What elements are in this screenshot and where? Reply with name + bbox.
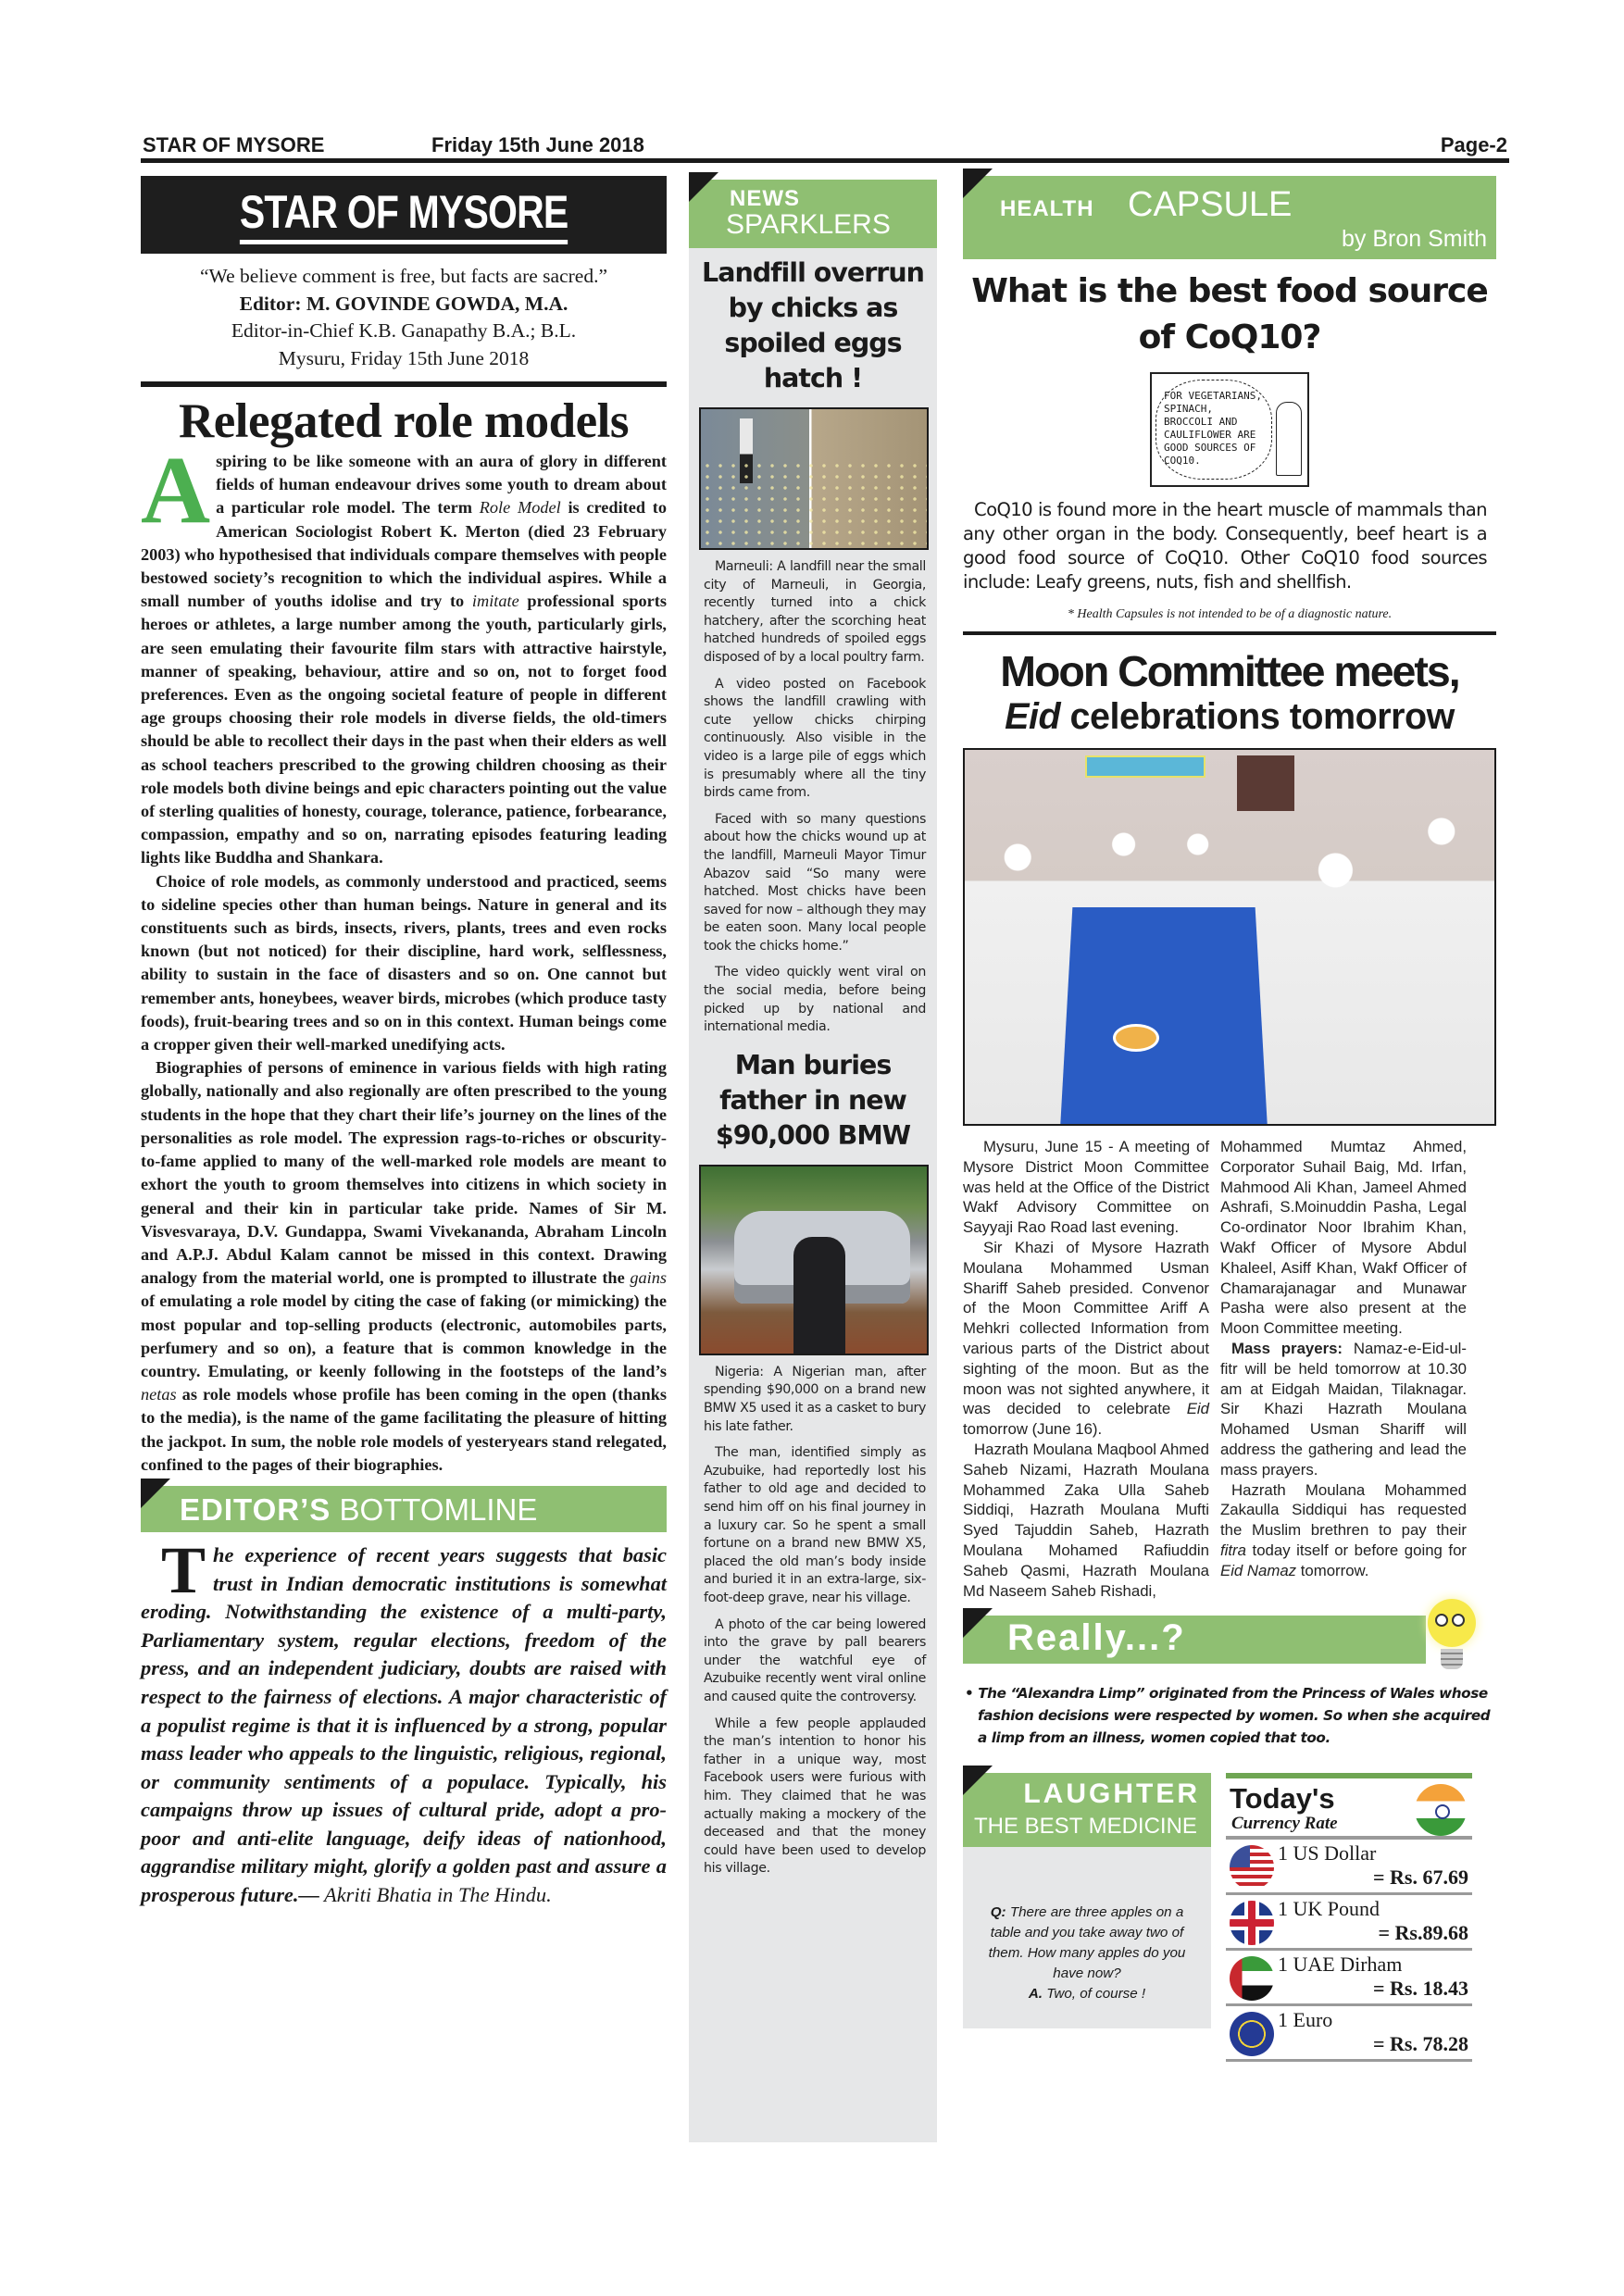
banner-light-text: THE BEST MEDICINE bbox=[974, 1814, 1197, 1840]
story-paragraph: Mysuru, June 15 - A meeting of Mysore District Moon Committee was held at the Office of the District Wakf Advisory Committee on Sayyaji Rao Road last evening. bbox=[963, 1138, 1209, 1237]
banner-light-text: CAPSULE bbox=[1128, 185, 1293, 224]
bmw-burial-photo bbox=[699, 1165, 929, 1355]
news-sparklers-banner bbox=[689, 180, 937, 248]
landfill-headline: Landfill overrun by chicks as spoiled eggs hatch ! bbox=[702, 257, 924, 393]
joke-text: Q: There are three apples on a table and you take away two of them. How many apples do you have now? A. Two, of course ! bbox=[988, 1904, 1186, 2003]
story-paragraph: A photo of the car being lowered into the grave by pall bearers under the watchful eye of Azubuike recently went viral online and caused quite the controversy. bbox=[704, 1616, 926, 1704]
laughter-banner bbox=[963, 1773, 1211, 1847]
india-flag-icon bbox=[1415, 1784, 1467, 1836]
divider bbox=[963, 631, 1496, 635]
folio-page-number: Page-2 bbox=[1440, 133, 1507, 156]
banner-bold-text: EDITOR’S bbox=[180, 1491, 331, 1527]
editorial-paragraph: Aspiring to be like someone with an aura of glory in different fields of human endeavour drives some youth to dream about a particular role model. The term Role Model is credited to American Sociologist Robert K. Merton (died 23 February 2003) who hypothesised that individuals compare themselves with people bestowed society’s recognition to which the individual aspires. While a small number of youths idolise and try to imitate professional sports heroes or athletes, a large number among the youth, particularly girls, are seen emulating their favourite film stars with attractive hairstyle, manner of speaking, behaviour, attire and so on, not to forget food preferences. Even as the ongoing societal feature of people in different age groups choosing their role models in diverse fields, the old-timers should be able to recollect their days in the past when their elders as well as school teachers prescribed to the growing children choosing as their role models both divine beings and epic characters pointing out the value of sterling qualities of honesty, courage, tolerance, patience, forbearance, compassion, empathy and so on, narrating episodes featuring leading lights like Buddha and Shankara. bbox=[141, 437, 668, 867]
corner-triangle-icon bbox=[963, 1608, 993, 1638]
masthead bbox=[141, 176, 667, 254]
story-paragraph: Mohammed Mumtaz Ahmed, Corporator Suhail Baig, Md. Irfan, Mahmood Ali Khan, Jameel Ahmed Ashrafi, S.Moinuddin Pasha, Legal Co-ordinator Noor Ibrahim Khan, Wakf Officer of Mysore Abdul Khaleel, Asiff Khan, Wakf Officer of Chamarajanagar and Munawar Pasha were also present at the Moon Committee meeting. bbox=[1220, 1138, 1467, 1338]
currency-row: 1 UK Pound = Rs.89.68 bbox=[1226, 1895, 1472, 1951]
editor-in-chief-line: Editor-in-Chief K.B. Ganapathy B.A.; B.L. bbox=[231, 319, 577, 342]
currency-header bbox=[1226, 1778, 1472, 1840]
corner-triangle-icon bbox=[963, 1766, 993, 1795]
moon-subheadline: Eid celebrations tomorrow bbox=[1005, 696, 1455, 737]
banner-bold-text: NEWS bbox=[730, 186, 800, 211]
story-paragraph: Mass prayers: Namaz-e-Eid-ul-fitr will be held tomorrow at 10.30 am at Eidgah Maidan, Tilaknagar. Sir Khazi Hazrath Moulana Mohamed Usman Shariff will address the gathering and lead the mass prayers. bbox=[1220, 1339, 1467, 1479]
folio-date: Friday 15th June 2018 bbox=[431, 133, 644, 156]
really-fact: • The “Alexandra Limp” originated from the Princess of Wales whose fashion decisions were respected by women. So when she acquired a limp from an illness, women copied that too. bbox=[965, 1685, 1491, 1747]
lightbulb-mascot-icon bbox=[1420, 1599, 1485, 1677]
dateline: Mysuru, Friday 15th June 2018 bbox=[278, 346, 530, 369]
cartoon-speech-bubble: FOR VEGETARIANS, SPINACH, BROCCOLI AND CAULIFLOWER ARE GOOD SOURCES OF COQ10. bbox=[1156, 380, 1272, 480]
moon-committee-meeting-photo bbox=[963, 748, 1496, 1126]
banner-light-text: BOTTOMLINE bbox=[339, 1491, 538, 1527]
laughter-box bbox=[963, 1773, 1211, 2028]
story-paragraph: A video posted on Facebook shows the landfill crawling with cute yellow chicks chirping continuously. Also visible in the video is a large pile of eggs which is presumably where all the tiny birds came from. bbox=[704, 676, 926, 801]
bottom-row bbox=[963, 1773, 1496, 2062]
masthead-title: STAR OF MYSORE bbox=[240, 186, 568, 244]
banner-light-text: SPARKLERS bbox=[726, 209, 891, 240]
bottomline-credit: Akriti Bhatia in The Hindu. bbox=[319, 1883, 552, 1907]
health-headline: What is the best food source of CoQ10? bbox=[971, 272, 1488, 356]
health-body: CoQ10 is found more in the heart muscle of mammals than any other organ in the body. Consequently, beef heart is a good food source of CoQ10. Other CoQ10 food sources include: Leafy greens, nuts, fish and shellfish. bbox=[963, 499, 1487, 593]
dropcap: A bbox=[141, 437, 211, 543]
banner-bold-text: HEALTH bbox=[1000, 196, 1094, 221]
currency-row: 1 US Dollar = Rs. 67.69 bbox=[1226, 1840, 1472, 1895]
editorial-headline: Relegated role models bbox=[178, 394, 629, 448]
cartoon-figure-icon bbox=[1276, 402, 1302, 476]
really-banner bbox=[963, 1616, 1426, 1664]
cartoon-illustration bbox=[1150, 372, 1309, 487]
byline: by Bron Smith bbox=[1341, 226, 1487, 252]
story-paragraph: Faced with so many questions about how the chicks wound up at the landfill, Marneuli Mayor Timur Abazov said “So many were hatched. Most chicks have been saved for now – although they may be eaten soon. Many local people took the chicks home.” bbox=[704, 811, 926, 954]
story-paragraph: Sir Khazi of Mysore Hazrath Moulana Mohammed Usman Shariff Saheb presided. Convenor of the Moon Committee Ariff A Mehkri collected Information from various parts of the District about sighting of the moon. But as the moon was not sighted anywhere, it was decided to celebrate Eid tomorrow (June 16). bbox=[963, 1238, 1209, 1439]
corner-triangle-icon bbox=[689, 172, 718, 202]
corner-triangle-icon bbox=[141, 1479, 170, 1508]
right-column bbox=[963, 176, 1496, 2062]
eu-flag-icon bbox=[1230, 2012, 1274, 2056]
story-paragraph: Marneuli: A landfill near the small city of Marneuli, in Georgia, recently turned into a chick hatchery, after the scorching heat hatched hundreds of spoiled eggs disposed of by a local poultry farm. bbox=[704, 559, 926, 665]
folio-paper-name: STAR OF MYSORE bbox=[143, 133, 325, 156]
currency-rate-box bbox=[1226, 1773, 1472, 2062]
editorial-column bbox=[141, 176, 667, 1910]
health-disclaimer: * Health Capsules is not intended to be of a diagnostic nature. bbox=[1067, 607, 1393, 621]
moon-headline: Moon Committee meets, bbox=[1000, 647, 1459, 695]
masthead-info bbox=[141, 263, 667, 372]
moon-story bbox=[963, 1137, 1496, 1601]
bmw-headline: Man buries father in new $90,000 BMW bbox=[715, 1049, 911, 1151]
story-column bbox=[1220, 1137, 1467, 1601]
editorial-paragraph: Choice of role models, as commonly understood and practiced, seems to sideline species other than human beings. Nature in general and its constituents such as birds, insects, rivers, plants, trees and even rocks known (but not noticed) for their discipline, hard work, selflessness, ability to sustain in the face of disasters and so on. One cannot but remember ants, honeybees, weaver birds, microbes (which produce tasty foods), fruit-bearing trees and so on in this context. Human beings come a cropper given their well-marked unedifying acts. bbox=[141, 871, 667, 1054]
banner-text: Really...? bbox=[1007, 1617, 1186, 1659]
story-paragraph: Hazrath Moulana Mohammed Zakaulla Siddiqui has requested the Muslim brethren to pay their fitra today itself or before going for Eid Namaz tomorrow. bbox=[1220, 1480, 1467, 1579]
news-sparklers-column bbox=[689, 180, 937, 2142]
editorial-paragraph: Biographies of persons of eminence in various fields with high rating globally, nationally and also regionally are often prescribed to the young students in the hope that they chart their life’s journey on the lines of the personalities as role model. The expression rags-to-riches or obscurity-to-fame applied to many of the well-marked role models are meant to exhort the youth to groom themselves into citizens in which society in general and their kin in particular take pride. Names of Sir M. Visvesvaraya, D.V. Gundappa, Swami Vivekananda, Abraham Lincoln and A.P.J. Abdul Kalam cannot be missed in this context. Drawing analogy from the material world, one is prompted to illustrate the gains of emulating a role model by citing the case of faking (or mimicking) the most popular and top-selling products (electronic, automobiles parts, perfumery and so on), a feature that is common knowledge in the country. Emulating, or keenly following in the footsteps of the land’s netas as role models whose profile has been coming in the open (thanks to the media), is the name of the game facilitating the pleasure of hitting the jackpot. In sum, the noble role models of yesteryears stand relegated, confined to the pages of their biographies. bbox=[141, 1058, 667, 1474]
us-flag-icon bbox=[1230, 1845, 1274, 1890]
story-paragraph: Hazrath Moulana Maqbool Ahmed Saheb Nizami, Hazrath Moulana Mohammed Zaka Ulla Saheb Siddiqi, Hazrath Moulana Mufti Syed Tajuddin Saheb, Hazrath Moulana Mohamed Rafiuddin Saheb Qasmi, Hazrath Moulana Md Naseem Saheb Rishadi, bbox=[963, 1440, 1209, 1600]
story-paragraph: While a few people applauded the man’s intention to honor his father in a unique way, most Facebook users were furious with him. They claimed that he was actually making a mockery of the deceased and that the money could have been used to develop his village. bbox=[704, 1716, 926, 1877]
landfill-story bbox=[689, 558, 937, 1037]
page-folio bbox=[141, 130, 1509, 163]
story-column bbox=[963, 1137, 1209, 1601]
story-paragraph: The video quickly went viral on the social media, before being picked up by national and international media. bbox=[704, 965, 926, 1035]
health-capsule-banner bbox=[963, 176, 1496, 259]
editors-bottomline-banner bbox=[141, 1486, 667, 1532]
bottomline-text: The experience of recent years suggests that basic trust in Indian democratic institutions is somewhat eroding. Notwithstanding the existence of a multi-party, Parliamentary system, regular elections, freedom of the press, and an independent judiciary, doubts are raised with respect to the fairness of elections. A major characteristic of a populist regime is that it is influenced by a strong, popular mass leader who appeals to the linguistic, religious, regional, or community sentiments of a populace. Typically, his campaigns throw up issues of cultural pride, adopt a pro-poor and anti-elite language, deify ideas of nationhood, aggrandise military might, glorify a golden past and assure a prosperous future.— Akriti Bhatia in The Hindu. bbox=[141, 1532, 667, 1907]
editor-line: Editor: M. GOVINDE GOWDA, M.A. bbox=[239, 292, 568, 315]
motto: “We believe comment is free, but facts are sacred.” bbox=[200, 265, 607, 287]
currency-subtitle: Currency Rate bbox=[1231, 1814, 1338, 1834]
story-paragraph: Nigeria: A Nigerian man, after spending $90,000 on a brand new BMW X5 used it as a casket to bury his late father. bbox=[704, 1364, 926, 1434]
dropcap: T bbox=[161, 1532, 206, 1607]
currency-row: 1 Euro = Rs. 78.28 bbox=[1226, 2006, 1472, 2062]
banner-bold-text: LAUGHTER bbox=[1023, 1778, 1200, 1810]
currency-row: 1 UAE Dirham = Rs. 18.43 bbox=[1226, 1951, 1472, 2006]
uae-flag-icon bbox=[1230, 1956, 1274, 2001]
story-paragraph: The man, identified simply as Azubuike, had reportedly lost his father to old age and decided to send him off on his final journey in a luxury car. So he spent a small fortune on a brand new BMW X5, placed the old man’s body inside and buried it in an extra-large, six-foot-deep grave, near his village. bbox=[704, 1445, 926, 1605]
landfill-chicks-photo bbox=[699, 407, 929, 550]
editorial-body bbox=[141, 437, 668, 1477]
bmw-story bbox=[689, 1364, 937, 1878]
divider bbox=[141, 381, 667, 387]
currency-title: Today's bbox=[1230, 1782, 1335, 1816]
corner-triangle-icon bbox=[963, 168, 993, 198]
uk-flag-icon bbox=[1230, 1901, 1274, 1945]
